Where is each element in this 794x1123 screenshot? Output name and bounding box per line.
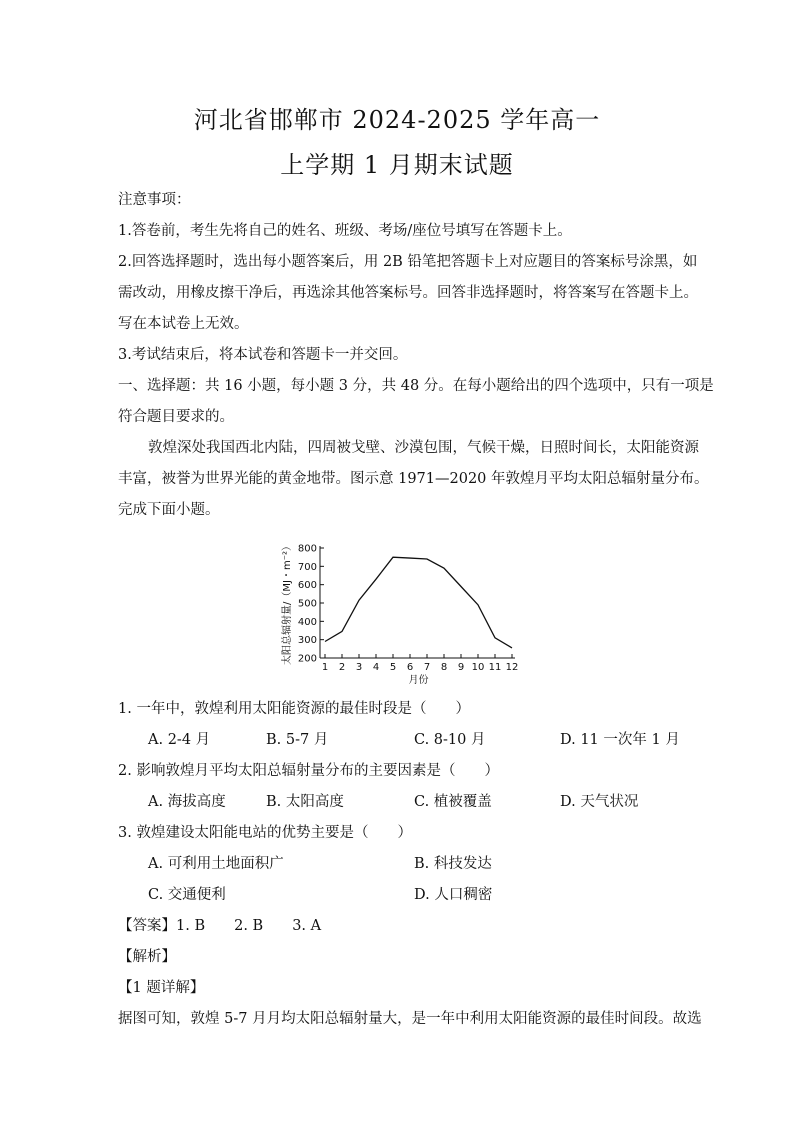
question-stem: 1. 一年中，敦煌利用太阳能资源的最佳时段是（ ） (118, 701, 470, 717)
answer-line: 【答案】1. B 2. B 3. A (118, 918, 322, 934)
passage-line: 完成下面小题。 (118, 502, 220, 518)
y-tick-label: 800 (297, 543, 317, 555)
page-subtitle: 上学期 1 月期末试题 (280, 151, 514, 179)
x-tick-label: 9 (457, 662, 465, 673)
x-tick-label: 2 (338, 662, 346, 673)
x-tick-label: 4 (372, 662, 380, 673)
page-title: 河北省邯郸市 2024-2025 学年高一 (193, 106, 601, 134)
x-tick-label: 10 (471, 662, 485, 673)
question-option[interactable]: D. 人口稠密 (414, 887, 493, 903)
notice-line: 写在本试卷上无效。 (118, 316, 249, 332)
radiation-line-chart (276, 532, 526, 687)
radiation-series-line (325, 557, 512, 648)
question-option[interactable]: D. 天气状况 (560, 794, 639, 810)
x-tick-label: 12 (505, 662, 519, 673)
x-tick-label: 8 (440, 662, 448, 673)
detail-text: 据图可知，敦煌 5-7 月月均太阳总辐射量大，是一年中利用太阳能资源的最佳时间段。故选 (118, 1011, 702, 1027)
question-option[interactable]: A. 2-4 月 (148, 732, 211, 748)
section-heading: 一、选择题：共 16 小题，每小题 3 分，共 48 分。在每小题给出的四个选项中，只有一项是 (118, 378, 714, 394)
question-option[interactable]: B. 科技发达 (414, 856, 492, 872)
question-option[interactable]: B. 5-7 月 (266, 732, 329, 748)
x-tick-label: 3 (355, 662, 363, 673)
x-tick-label: 7 (423, 662, 431, 673)
detail-heading: 【1 题详解】 (118, 980, 205, 996)
x-tick-label: 11 (488, 662, 502, 673)
section-heading-cont: 符合题目要求的。 (118, 409, 234, 425)
y-tick-label: 300 (297, 635, 317, 647)
question-option[interactable]: D. 11 一次年 1 月 (560, 732, 680, 748)
y-tick-label: 600 (297, 580, 317, 592)
question-stem: 2. 影响敦煌月平均太阳总辐射量分布的主要因素是（ ） (118, 763, 499, 779)
y-tick-label: 400 (297, 616, 317, 628)
notice-line: 需改动，用橡皮擦干净后，再选涂其他答案标号。回答非选择题时，将答案写在答题卡上。 (118, 285, 698, 301)
passage-line: 丰富，被誉为世界光能的黄金地带。图示意 1971—2020 年敦煌月平均太阳总辐射量分布。 (118, 471, 709, 487)
question-option[interactable]: A. 海拔高度 (148, 794, 226, 810)
x-tick-label: 5 (389, 662, 397, 673)
notice-heading: 注意事项： (118, 192, 191, 208)
y-tick-label: 200 (297, 653, 317, 665)
question-option[interactable]: B. 太阳高度 (266, 794, 344, 810)
x-axis-label: 月份 (408, 675, 429, 686)
question-stem: 3. 敦煌建设太阳能电站的优势主要是（ ） (118, 825, 412, 841)
notice-line: 2.回答选择题时，选出每小题答案后，用 2B 铅笔把答题卡上对应题目的答案标号涂黑，如 (118, 254, 698, 270)
question-option[interactable]: C. 植被覆盖 (414, 794, 492, 810)
question-option[interactable]: C. 8-10 月 (414, 732, 486, 748)
y-axis-label: 太阳总辐射量/（MJ・m⁻²） (282, 541, 293, 665)
notice-line: 1.答卷前，考生先将自己的姓名、班级、考场/座位号填写在答题卡上。 (118, 223, 572, 239)
x-tick-label: 6 (406, 662, 414, 673)
notice-line: 3.考试结束后，将本试卷和答题卡一并交回。 (118, 347, 408, 363)
question-option[interactable]: A. 可利用土地面积广 (148, 856, 284, 872)
analysis-heading: 【解析】 (118, 949, 176, 965)
y-tick-label: 700 (297, 561, 317, 573)
x-tick-label: 1 (321, 662, 329, 673)
question-option[interactable]: C. 交通便利 (148, 887, 226, 903)
y-tick-label: 500 (297, 598, 317, 610)
passage-line: 敦煌深处我国西北内陆，四周被戈壁、沙漠包围，气候干燥，日照时间长，太阳能资源 (148, 440, 699, 456)
